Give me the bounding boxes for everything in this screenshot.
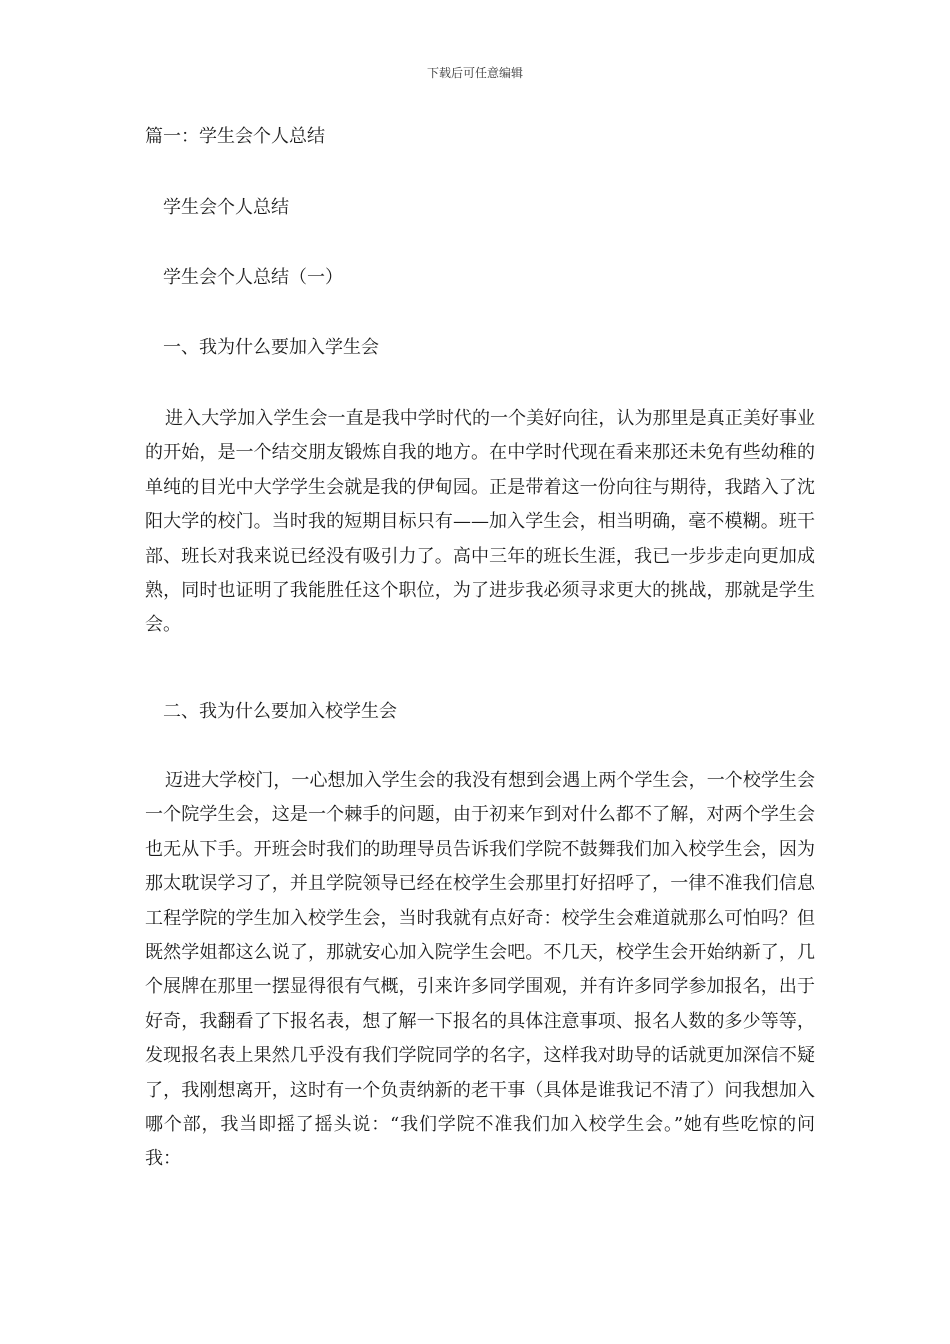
heading-part: 学生会个人总结（一） [163, 267, 343, 288]
section2-title: 二、我为什么要加入校学生会 [163, 701, 397, 722]
section2-paragraph: 迈进大学校门，一心想加入学生会的我没有想到会遇上两个学生会，一个校学生会一个院学生会，这是一个棘手的问题，由于初来乍到对什么都不了解，对两个学生会也无从下手。开班会时我们的助理导员告诉我们学院不鼓舞我们加入校学生会，因为那太耽误学习了，并且学院领导已经在校学生会那里打好招呼了，一律不准我们信息工程学院的学生加入校学生会，当时我就有点好奇：校学生会难道就那么可怕吗？但既然学姐都这么说了，那就安心加入院学生会吧。不几天，校学生会开始纳新了，几个展牌在那里一摆显得很有气概，引来许多同学围观，并有许多同学参加报名，出于好奇，我翻看了下报名表，想了解一下报名的具体注意事项、报名人数的多少等等，发现报名表上果然几乎没有我们学院同学的名字，这样我对助导的话就更加深信不疑了，我刚想离开，这时有一个负责纳新的老干事（具体是谁我记不清了）问我想加入哪个部，我当即摇了摇头说：“我们学院不准我们加入校学生会。”她有些吃惊的问我： [145, 770, 815, 1170]
heading-sub: 学生会个人总结 [163, 197, 289, 218]
page-header: 下载后可任意编辑 [426, 66, 523, 80]
section1-paragraph: 进入大学加入学生会一直是我中学时代的一个美好向往，认为那里是真正美好事业的开始，是一个结交朋友锻炼自我的地方。在中学时代现在看来那还未免有些幼稚的单纯的目光中大学学生会就是我的伊甸园。正是带着这一份向往与期待，我踏入了沈阳大学的校门。当时我的短期目标只有——加入学生会，相当明确，毫不模糊。班干部、班长对我来说已经没有吸引力了。高中三年的班长生涯，我已一步步走向更加成熟，同时也证明了我能胜任这个职位，为了进步我必须寻求更大的挑战，那就是学生会。 [145, 408, 815, 636]
section1-title: 一、我为什么要加入学生会 [163, 337, 379, 358]
heading-main: 篇一：学生会个人总结 [145, 126, 325, 147]
